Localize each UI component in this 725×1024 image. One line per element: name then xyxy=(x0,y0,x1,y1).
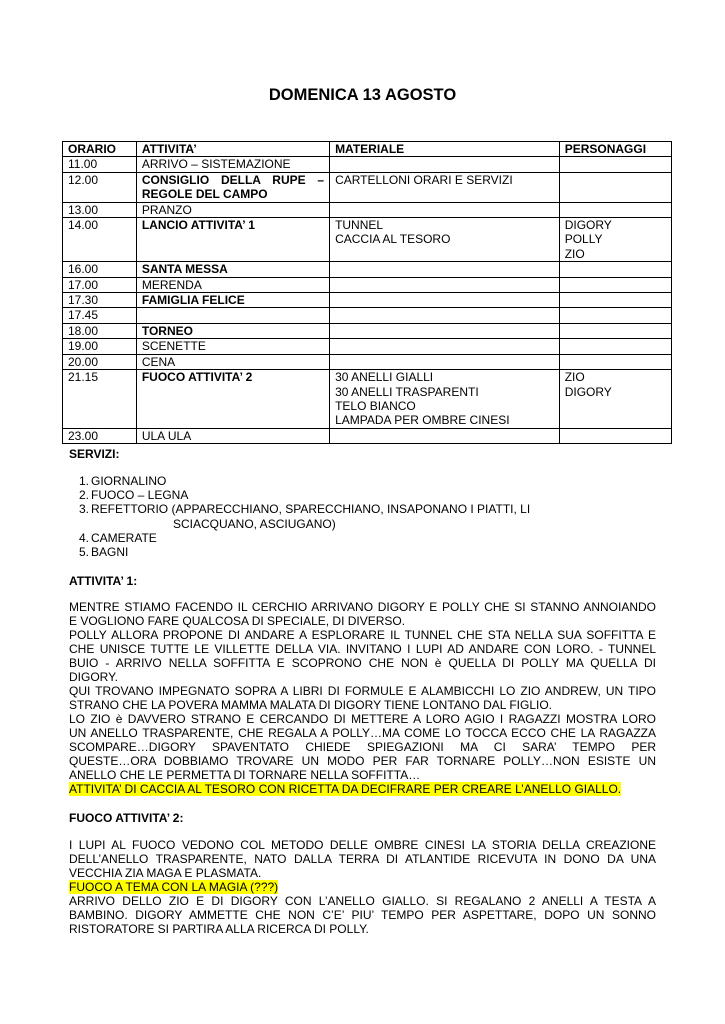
text-line: QUI TROVANO IMPEGNATO SOPRA A LIBRI DI FORMULE E ALAMBICCHI LO ZIO ANDREW, UN TIPO xyxy=(69,684,656,698)
text-line: SCOMPARE…DIGORY SPAVENTATO CHIEDE SPIEGAZIONI MA CI SARA’ TEMPO PER xyxy=(69,740,656,754)
cell-characters xyxy=(559,172,671,202)
cell-time: 19.00 xyxy=(63,339,137,354)
cell-characters xyxy=(559,308,671,323)
cell-activity: ARRIVO – SISTEMAZIONE xyxy=(136,157,329,172)
header-attivita: ATTIVITA’ xyxy=(136,142,329,157)
table-row xyxy=(63,218,672,262)
cell-material xyxy=(330,277,560,292)
cell-time: 16.00 xyxy=(63,262,137,277)
table-row xyxy=(63,370,672,429)
text-line: DELL’ANELLO TRASPARENTE, NATO DALLA TERRA DI ATLANTIDE RICEVUTA IN DONO DA UNA xyxy=(69,852,656,866)
service-continuation: SCIACQUANO, ASCIUGANO) xyxy=(173,516,336,531)
cell-material xyxy=(330,202,560,217)
table-row xyxy=(63,277,672,292)
text-line: BUIO - ARRIVO NELLA SOFFITTA E SCOPRONO CHE NON è QUELLA DI POLLY MA QUELLA DI xyxy=(69,656,656,670)
cell-time: 23.00 xyxy=(63,428,137,443)
activity1-text xyxy=(69,600,656,796)
services-list xyxy=(69,474,629,559)
text-line: ANELLO CHE LE PERMETTA DI TORNARE NELLA SOFFITTA… xyxy=(69,768,421,782)
cell-activity: TORNEO xyxy=(136,323,329,338)
character-item: ZIO xyxy=(564,370,585,385)
cell-time: 13.00 xyxy=(63,202,137,217)
cell-time: 20.00 xyxy=(63,354,137,369)
table-row xyxy=(63,202,672,217)
cell-material xyxy=(330,262,560,277)
highlighted-line xyxy=(69,880,656,894)
highlighted-line xyxy=(69,782,656,796)
cell-activity xyxy=(136,308,329,323)
cell-material xyxy=(330,218,560,262)
cell-activity: SCENETTE xyxy=(136,339,329,354)
schedule-body xyxy=(63,157,672,444)
cell-characters xyxy=(559,202,671,217)
table-row xyxy=(63,293,672,308)
table-row xyxy=(63,339,672,354)
text-line: LO ZIO è DAVVERO STRANO E CERCANDO DI METTERE A LORO AGIO I RAGAZZI MOSTRA LORO xyxy=(69,712,656,726)
material-item: 30 ANELLI TRASPARENTI xyxy=(335,384,479,399)
table-row xyxy=(63,428,672,443)
list-item: 1. GIORNALINO xyxy=(79,474,167,488)
cell-activity: FUOCO ATTIVITA’ 2 xyxy=(136,370,329,429)
text-line: CHE UNISCE TUTTE LE VILLETTE DELLA VIA. INVITANO I LUPI AD ANDARE CON LORO. - TUNNEL xyxy=(69,642,656,656)
table-row xyxy=(63,354,672,369)
cell-time: 17.30 xyxy=(63,293,137,308)
character-item: ZIO xyxy=(564,246,585,261)
service-label: REFETTORIO (APPARECCHIANO, SPARECCHIANO, INSAPONANO I PIATTI, LI xyxy=(91,502,531,517)
table-row xyxy=(63,308,672,323)
cell-activity: SANTA MESSA xyxy=(136,262,329,277)
list-item: 2. FUOCO – LEGNA xyxy=(79,488,189,503)
material-item: 30 ANELLI GIALLI xyxy=(335,370,434,385)
activity1-heading: ATTIVITA’ 1: xyxy=(69,574,138,588)
cell-characters xyxy=(559,262,671,277)
cell-characters xyxy=(559,428,671,443)
cell-activity: PRANZO xyxy=(136,202,329,217)
cell-activity: CONSIGLIO DELLA RUPE – REGOLE DEL CAMPO xyxy=(136,172,329,202)
cell-time: 18.00 xyxy=(63,323,137,338)
cell-characters xyxy=(559,157,671,172)
material-item: TUNNEL xyxy=(335,218,384,233)
cell-time: 21.15 xyxy=(63,370,137,429)
service-label: GIORNALINO xyxy=(91,474,167,488)
cell-time: 17.00 xyxy=(63,277,137,292)
text-line: STRANO CHE LA POVERA MAMMA MALATA DI DIGORY TIENE LONTANO DAL FIGLIO. xyxy=(69,698,552,712)
header-orario: ORARIO xyxy=(63,142,137,157)
list-item: 4. CAMERATE xyxy=(79,530,157,545)
character-item: DIGORY xyxy=(564,384,612,399)
service-label: BAGNI xyxy=(91,545,129,560)
cell-time: 11.00 xyxy=(63,157,137,172)
cell-material xyxy=(330,157,560,172)
cell-activity: FAMIGLIA FELICE xyxy=(136,293,329,308)
table-row xyxy=(63,157,672,172)
cell-material xyxy=(330,354,560,369)
table-row xyxy=(63,262,672,277)
text-line: MENTRE STIAMO FACENDO IL CERCHIO ARRIVANO DIGORY E POLLY CHE SI STANNO ANNOIANDO xyxy=(69,600,656,614)
cell-characters xyxy=(559,370,671,429)
cell-characters xyxy=(559,218,671,262)
cell-activity: ULA ULA xyxy=(136,428,329,443)
cell-characters xyxy=(559,354,671,369)
character-item: POLLY xyxy=(564,232,603,247)
text-line: I LUPI AL FUOCO VEDONO COL METODO DELLE OMBRE CINESI LA STORIA DELLA CREAZIONE xyxy=(69,838,656,852)
material-item: TELO BIANCO xyxy=(335,398,416,413)
cell-activity: LANCIO ATTIVITA’ 1 xyxy=(136,218,329,262)
cell-material xyxy=(330,370,560,429)
character-item: DIGORY xyxy=(564,218,612,233)
text-line: E VOGLIONO FARE QUALCOSA DI SPECIALE, DI DIVERSO. xyxy=(69,614,406,628)
cell-material xyxy=(330,293,560,308)
cell-characters xyxy=(559,339,671,354)
service-label: CAMERATE xyxy=(91,530,157,545)
schedule-table xyxy=(62,141,672,444)
text-line: UN ANELLO TRASPARENTE, CHE REGALA A POLLY…MA COME LO TOCCA ECCO CHE LA RAGAZZA xyxy=(69,726,656,740)
highlight-text: FUOCO A TEMA CON LA MAGIA (???) xyxy=(69,880,279,894)
cell-time: 14.00 xyxy=(63,218,137,262)
text-line: RISTORATORE SI PARTIRA ALLA RICERCA DI POLLY. xyxy=(69,922,369,936)
cell-material xyxy=(330,428,560,443)
cell-material xyxy=(330,323,560,338)
page-title: DOMENICA 13 AGOSTO xyxy=(268,86,457,104)
list-item: 3. REFETTORIO (APPARECCHIANO, SPARECCHIANO, INSAPONANO I PIATTI, LI SCIACQUANO, ASCIUGANO) xyxy=(69,502,629,530)
material-item: CARTELLONI ORARI E SERVIZI xyxy=(335,172,513,187)
table-row xyxy=(63,323,672,338)
text-line: QUESTE…ORA DOBBIAMO TROVARE UN MODO PER FAR TORNARE POLLY…NON ESISTE UN xyxy=(69,754,656,768)
service-label: FUOCO – LEGNA xyxy=(91,488,189,503)
text-line: ARRIVO DELLO ZIO E DI DIGORY CON L’ANELLO GIALLO. SI REGALANO 2 ANELLI A TESTA A xyxy=(69,894,656,908)
highlight-text: ATTIVITA’ DI CACCIA AL TESORO CON RICETTA DA DECIFRARE PER CREARE L’ANELLO GIALLO. xyxy=(69,782,622,796)
material-item: CACCIA AL TESORO xyxy=(335,232,451,247)
header-materiale: MATERIALE xyxy=(330,142,560,157)
cell-characters xyxy=(559,293,671,308)
activity2-heading: FUOCO ATTIVITA’ 2: xyxy=(69,811,184,825)
cell-activity: CENA xyxy=(136,354,329,369)
cell-material xyxy=(330,172,560,202)
cell-time: 17.45 xyxy=(63,308,137,323)
cell-material xyxy=(330,339,560,354)
services-heading: SERVIZI: xyxy=(69,447,120,461)
cell-time: 12.00 xyxy=(63,172,137,202)
material-item: LAMPADA PER OMBRE CINESI xyxy=(335,413,510,428)
header-personaggi: PERSONAGGI xyxy=(559,142,671,157)
cell-characters xyxy=(559,323,671,338)
cell-material xyxy=(330,308,560,323)
activity2-text xyxy=(69,838,656,936)
cell-activity: MERENDA xyxy=(136,277,329,292)
table-header-row xyxy=(63,142,672,157)
text-line: BAMBINO. DIGORY AMMETTE CHE NON C’E’ PIU’ TEMPO PER ASPETTARE, DOPO UN SONNO xyxy=(69,908,656,922)
table-row xyxy=(63,172,672,202)
text-line: POLLY ALLORA PROPONE DI ANDARE A ESPLORARE IL TUNNEL CHE STA NELLA SUA SOFFITTA E xyxy=(69,628,656,642)
text-line: DIGORY. xyxy=(69,670,118,684)
text-line: VECCHIA ZIA MAGA E PLASMATA. xyxy=(69,866,262,880)
list-item: 5. BAGNI xyxy=(79,545,129,560)
cell-characters xyxy=(559,277,671,292)
